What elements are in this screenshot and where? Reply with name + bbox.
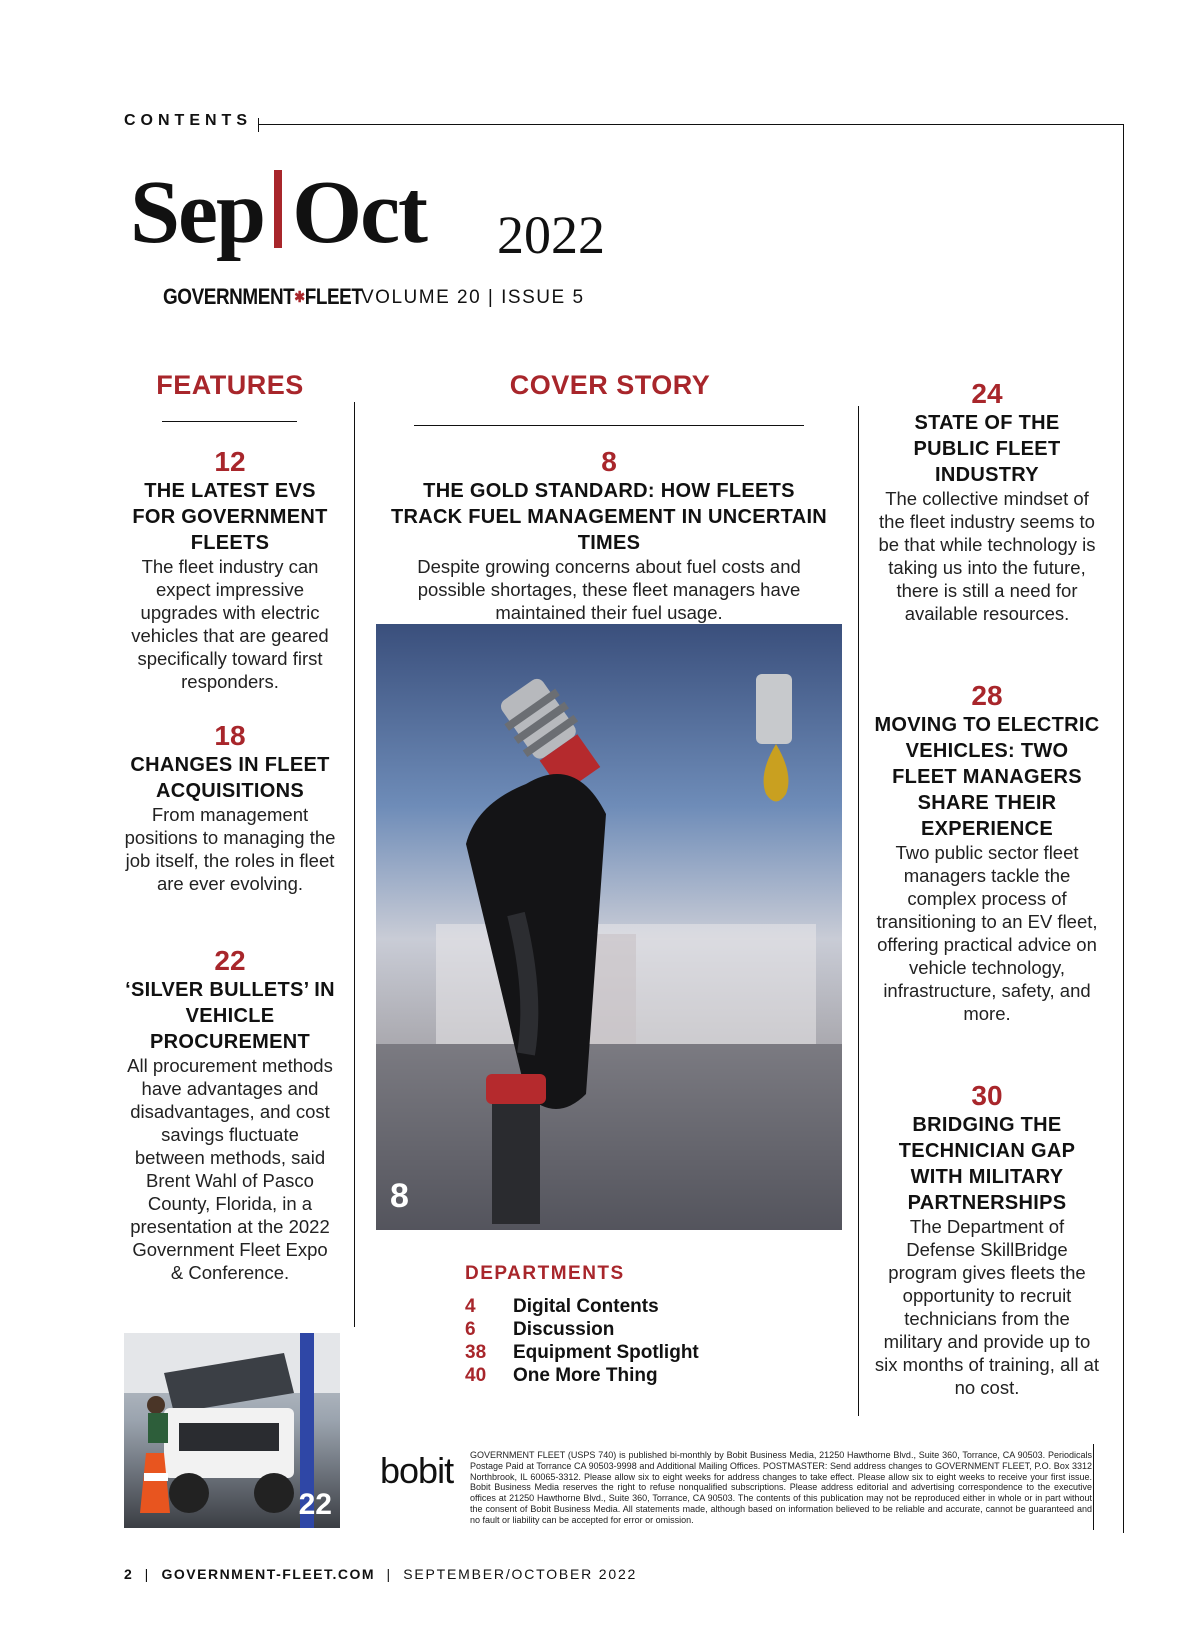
footer-site[interactable]: GOVERNMENT-FLEET.COM (161, 1566, 376, 1582)
article-desc: The collective mindset of the fleet industry seems to be that while technology is taking us into the future, there is still a need for available resources. (878, 488, 1096, 624)
article-title: BRIDGING THE TECHNICIAN GAP WITH MILITARY PARTNERSHIPS (898, 1114, 1076, 1215)
department-page: 4 (465, 1296, 476, 1317)
volume-issue: VOLUME 20 | ISSUE 5 (361, 287, 585, 308)
right-rule (1123, 124, 1124, 1533)
department-item[interactable] (465, 1365, 658, 1387)
legal-rule (1093, 1444, 1094, 1530)
feature-page: 22 (214, 945, 246, 976)
issue-month-a: Sep (130, 163, 265, 262)
feature-desc: From management positions to managing the job itself, the roles in fleet are ever evolving. (124, 804, 336, 894)
bobit-logo: bobit (380, 1450, 454, 1491)
features-underline (162, 421, 297, 422)
feature-desc: All procurement methods have advantages and disadvantages, and cost savings fluctuate between methods, said Brent Wahl of Pasco County, Florida, in a presentation at the 2022 Government Fleet Expo & Conference. (127, 1055, 333, 1283)
footer-page-number: 2 (124, 1566, 134, 1582)
issue-date-title (130, 163, 426, 262)
issue-month-b: Oct (292, 163, 426, 262)
fuel-nozzle-illustration (376, 624, 842, 1230)
cover-desc: Despite growing concerns about fuel costs and possible shortages, these fleet managers have maintained their fuel usage. (417, 556, 801, 624)
departments-heading: DEPARTMENTS (465, 1263, 625, 1284)
contents-label: CONTENTS (124, 112, 252, 129)
date-separator-bar (274, 170, 282, 248)
photo-page-number: 22 (298, 1488, 332, 1521)
fuel-nozzle-photo[interactable] (376, 624, 842, 1230)
feature-title: ‘SILVER BULLETS’ IN VEHICLE PROCUREMENT (125, 979, 335, 1054)
magazine-logo (163, 284, 362, 310)
cover-title: THE GOLD STANDARD: HOW FLEETS TRACK FUEL MANAGEMENT IN UNCERTAIN TIMES (390, 480, 828, 555)
top-rule (258, 124, 1124, 125)
department-item[interactable] (465, 1319, 614, 1341)
department-page: 38 (465, 1342, 487, 1363)
right-column-divider (858, 406, 859, 1416)
article-item[interactable] (874, 680, 1100, 1026)
photo-page-number: 8 (390, 1177, 409, 1215)
article-desc: Two public sector fleet managers tackle the complex process of transitioning to an EV fleet, offering practical advice on vehicle technology, infrastructure, safety, and more. (876, 842, 1098, 1024)
legal-text: GOVERNMENT FLEET (USPS 740) is published bi-monthly by Bobit Business Media, 21250 Hawthorne Blvd., Suite 360, Torrance, CA 90503. Periodicals Postage Paid at Torrance CA 90503-9998 and Additional Mailing Offices. POSTMASTER: Send address changes to GOVERNMENT FLEET, P.O. Box 3312 Northbrook, IL 60065-3312. Please allow six to eight weeks for address changes to take effect. Please allow six to eight weeks to receive your first issue. Bobit Business Media reserves the right to refuse nonqualified subscriptions. Please address editorial and advertising correspondence to the executive offices at 21250 Hawthorne Blvd., Suite 360, Torrance, CA 90503. The contents of this publication may not be reproduced either in whole or in part without the consent of Bobit Business Media. All statements made, although based on information believed to be reliable and accurate, cannot be guaranteed and no fault or liability can be accepted for error or omission. (470, 1450, 1092, 1525)
department-page: 40 (465, 1365, 487, 1386)
page-footer: 2 | GOVERNMENT-FLEET.COM | SEPTEMBER/OCTOBER 2022 (124, 1566, 638, 1582)
cover-page: 8 (601, 446, 617, 477)
feature-page: 12 (214, 446, 246, 477)
header-tick (258, 118, 259, 132)
department-label: One More Thing (513, 1365, 658, 1386)
cover-story-heading: COVER STORY (509, 370, 711, 400)
feature-title: CHANGES IN FLEET ACQUISITIONS (130, 754, 330, 803)
department-label: Equipment Spotlight (513, 1342, 699, 1363)
article-desc: The Department of Defense SkillBridge program gives fleets the opportunity to recruit technicians from the military and provide up to six months of training, all at no cost. (874, 1216, 1100, 1398)
department-label: Discussion (513, 1319, 615, 1340)
features-divider (354, 402, 355, 1327)
publisher-legal-text (376, 1450, 1092, 1526)
article-page: 30 (971, 1080, 1003, 1111)
feature-item[interactable] (124, 945, 336, 1285)
features-heading: FEATURES (156, 370, 304, 400)
article-item[interactable] (874, 1080, 1100, 1400)
department-page: 6 (465, 1319, 476, 1340)
feature-title: THE LATEST EVS FOR GOVERNMENT FLEETS (132, 480, 328, 555)
footer-issue: SEPTEMBER/OCTOBER 2022 (403, 1566, 638, 1582)
article-title: MOVING TO ELECTRIC VEHICLES: TWO FLEET MANAGERS SHARE THEIR EXPERIENCE (874, 714, 1100, 841)
star-icon: ✱ (294, 289, 305, 306)
article-item[interactable] (874, 378, 1100, 626)
logo-word-a: GOVERNMENT (163, 284, 295, 309)
mechanic-photo[interactable] (124, 1333, 340, 1528)
feature-page: 18 (214, 720, 246, 751)
department-item[interactable] (465, 1342, 699, 1364)
cover-story-item[interactable] (386, 446, 832, 625)
feature-item[interactable] (124, 446, 336, 694)
article-title: STATE OF THE PUBLIC FLEET INDUSTRY (913, 412, 1061, 487)
article-page: 28 (971, 680, 1003, 711)
issue-year: 2022 (497, 205, 605, 265)
department-item[interactable] (465, 1296, 659, 1318)
cover-story-underline (414, 425, 804, 426)
feature-desc: The fleet industry can expect impressive upgrades with electric vehicles that are geared specifically toward first responders. (131, 556, 329, 692)
feature-item[interactable] (124, 720, 336, 896)
department-label: Digital Contents (513, 1296, 659, 1317)
logo-word-b: FLEET (304, 284, 363, 309)
article-page: 24 (971, 378, 1003, 409)
